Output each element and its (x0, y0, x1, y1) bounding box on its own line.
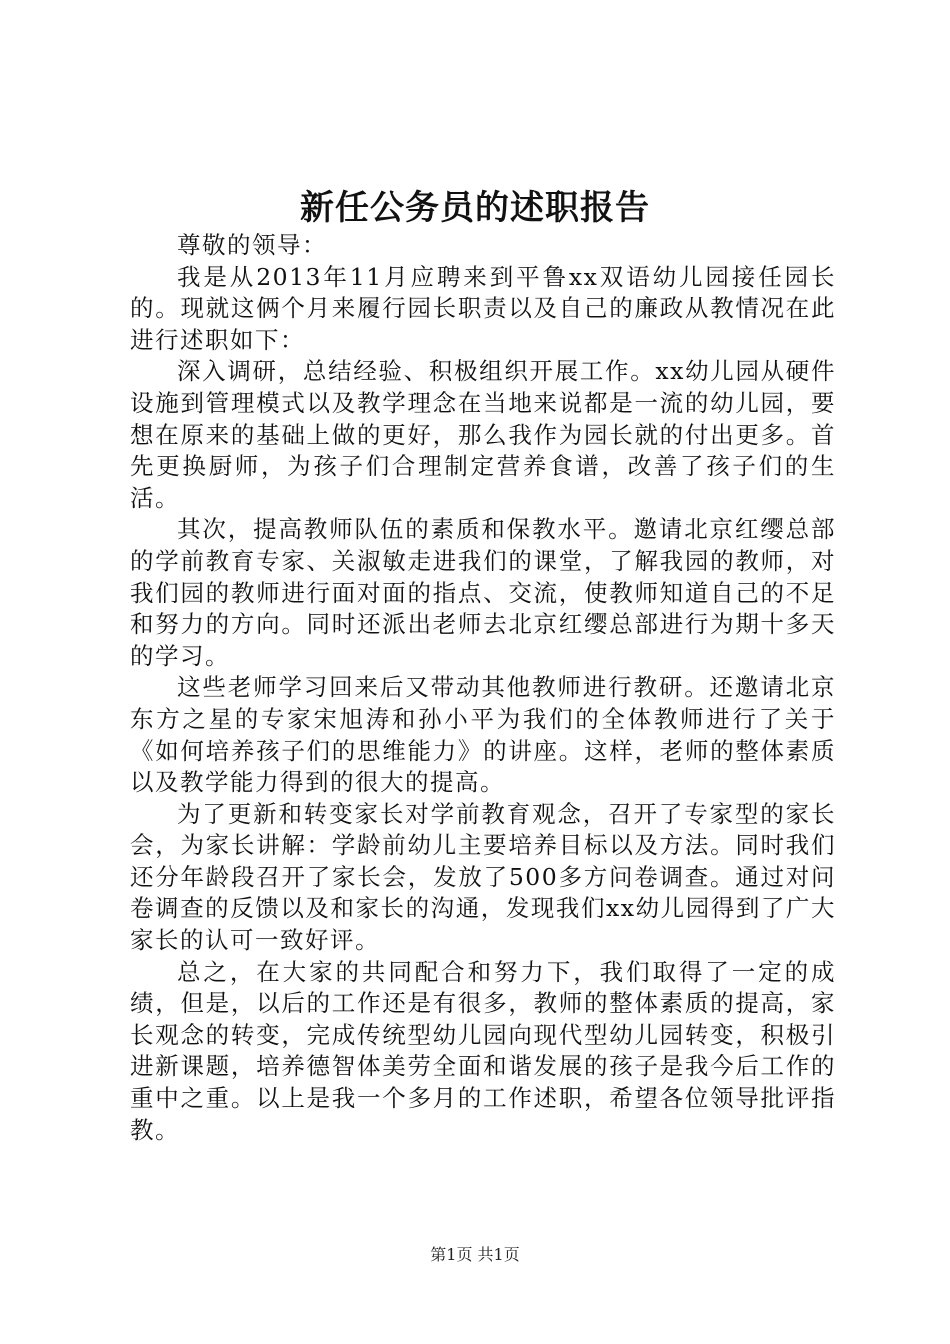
page-footer: 第1页 共1页 (430, 1245, 520, 1264)
document-body (130, 230, 836, 1146)
intro-paragraph: 我是从2013年11月应聘来到平鲁xx双语幼儿园接任园长的。现就这俩个月来履行园长职责以及自己的廉政从教情况在此进行述职如下： (130, 262, 836, 354)
closing-paragraph: 总之，在大家的共同配合和努力下，我们取得了一定的成绩，但是，以后的工作还是有很多，教师的整体素质的提高，家长观念的转变，完成传统型幼儿园向现代型幼儿园转变，积极引进新课题，培养德智体美劳全面和谐发展的孩子是我今后工作的重中之重。以上是我一个多月的工作述职，希望各位领导批评指教。 (130, 957, 836, 1144)
salutation-paragraph: 尊敬的领导： (177, 231, 327, 259)
body-paragraph: 其次，提高教师队伍的素质和保教水平。邀请北京红缨总部的学前教育专家、关淑敏走进我们的课堂，了解我园的教师，对我们园的教师进行面对面的指点、交流，使教师知道自己的不足和努力的方向。同时还派出老师去北京红缨总部进行为期十多天的学习。 (130, 515, 836, 670)
document-title: 新任公务员的述职报告 (300, 188, 650, 228)
body-paragraph: 这些老师学习回来后又带动其他教师进行教研。还邀请北京东方之星的专家宋旭涛和孙小平为我们的全体教师进行了关于《如何培养孩子们的思维能力》的讲座。这样，老师的整体素质以及教学能力得到的很大的提高。 (130, 673, 836, 797)
body-paragraph: 深入调研，总结经验、积极组织开展工作。xx幼儿园从硬件设施到管理模式以及教学理念在当地来说都是一流的幼儿园，要想在原来的基础上做的更好，那么我作为园长就的付出更多。首先更换厨师，为孩子们合理制定营养食谱，改善了孩子们的生活。 (130, 357, 836, 512)
body-paragraph: 为了更新和转变家长对学前教育观念，召开了专家型的家长会，为家长讲解：学龄前幼儿主要培养目标以及方法。同时我们还分年龄段召开了家长会，发放了500多方问卷调查。通过对问卷调查的反馈以及和家长的沟通，发现我们xx幼儿园得到了广大家长的认可一致好评。 (130, 799, 836, 955)
